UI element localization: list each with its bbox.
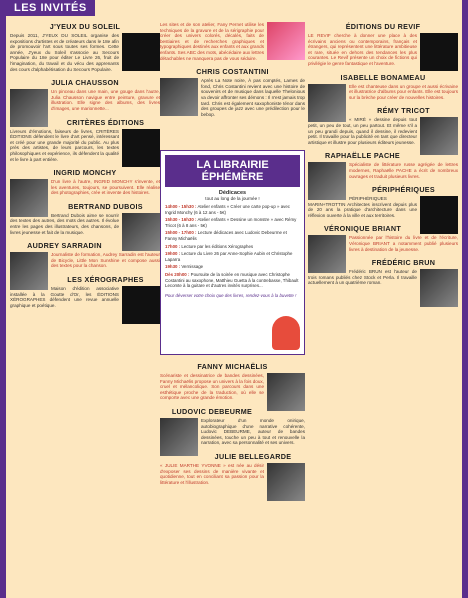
book-cover-image xyxy=(122,129,160,167)
portrait-image xyxy=(267,463,305,501)
guest-name: VÉRONIQUE BRIANT xyxy=(323,224,402,234)
event-title-line1: LA LIBRAIRIE xyxy=(196,159,269,171)
program-text: Poursuite de la soirée en musique avec Christophe Costantini au saxophone, Matthieu Guetta à la contrebasse, Thibault Lecomte à la guitare et d'autres invités surprises... xyxy=(165,271,299,289)
program-list xyxy=(165,204,300,289)
guest-bio: Maison d'édition associative installée à la Goutte d'Or, les ÉDITIONS XÉROGRAPHES défendent une revue annuelle graphique et poétique. xyxy=(10,286,119,308)
dedicaces-heading: Dédicaces xyxy=(218,190,247,196)
guest-name: ISABELLE BONAMEAU xyxy=(340,72,426,82)
program-time: Dès 20h00 : xyxy=(165,271,190,277)
program-text: Lecture dédicaces avec Ludovic Debeurme et Fanny Michaëlis xyxy=(165,230,287,241)
center-column xyxy=(160,22,305,123)
guest-bio: Journaliste de formation, Audrey Sarradin est l'auteur de Bicycle, Little Mon Sunshine et compose aussi des textes pour la chanson. xyxy=(51,252,160,269)
guest-name: CRITÈRES ÉDITIONS xyxy=(66,117,145,127)
program-item xyxy=(165,244,300,250)
guest-name: BERTRAND DUBOIS xyxy=(68,201,143,211)
illustration-image xyxy=(267,22,305,60)
guest-name: FRÉDÉRIC BRUN xyxy=(371,258,436,268)
guest-card xyxy=(308,224,458,252)
guest-name: JULIE BELLEGARDE xyxy=(214,451,292,461)
guest-card xyxy=(10,78,160,111)
guest-name: LES XÉROGRAPHES xyxy=(67,275,144,285)
program-item xyxy=(165,251,300,262)
guest-name: PÉRIPHÉRIQUES xyxy=(371,185,435,195)
guest-card xyxy=(10,241,160,269)
program-time: 15h00 - 17h00 : xyxy=(165,230,197,236)
guest-bio: Livreurs d'émotions, faiseurs de livres, CRITÈRES ÉDITIONS défendent le livre d'art pensé, intéressant et créé pour une grande majorité du public. Au plus près des artistes, de leurs parcours, les textes philosophiques et expérience, ils défendent la qualité et le livre à part entière. xyxy=(10,128,119,162)
book-cover-image xyxy=(420,33,458,71)
program-text: Atelier enfants « Créer une carte pop-up » avec Ingrid Monchy (6 à 12 ans - 5€) xyxy=(165,204,290,215)
guest-card xyxy=(308,22,458,67)
guest-bio: « JULIE MARTHE YVONNE » est née au désir d'exposer ses dessins de manière vivante et quotidienne, tout en conciliant sa passion pour la littérature et l'illustration. xyxy=(160,462,264,485)
guest-name: RAPHAËLLE PACHE xyxy=(324,151,401,161)
guest-card xyxy=(10,202,160,235)
guest-card xyxy=(160,407,305,446)
guest-card xyxy=(10,168,160,196)
left-column xyxy=(10,22,160,324)
program-time: 19h30 : xyxy=(165,264,181,270)
event-title xyxy=(165,155,300,187)
program-text: Atelier enfants « Dessine un monstre » avec Rémy Tricot (6 à 8 ans - 5€) xyxy=(165,217,297,228)
right-column xyxy=(308,22,458,307)
program-time: 19h00 : xyxy=(165,251,181,257)
program-text: Vernissage xyxy=(181,264,204,270)
program-item xyxy=(165,217,300,228)
guest-card xyxy=(10,22,160,72)
guest-name: FANNY MICHAËLIS xyxy=(197,362,268,371)
guest-name: ÉDITIONS DU REVIF xyxy=(345,22,421,31)
guest-bio: « MIRÉ » dessine depuis tout petit, un peu de tout, un peu partout. Et même s'il a un peu grandi depuis, quand il dessine, il redevient petit. Il travaille pour la publicité en tant que directeur artistique et illustre pour plusieurs éditeurs jeunesse. xyxy=(308,117,417,145)
guest-bio: Passionnée par l'histoire du livre et de l'écriture, Véronique BRIANT a notamment publié plusieurs livres à destination de la jeunesse. xyxy=(349,235,458,252)
guest-card xyxy=(160,452,305,485)
guest-name: J'YEUX DU SOLEIL xyxy=(49,22,121,31)
program-time: 17h00 : xyxy=(165,243,181,249)
guest-card xyxy=(10,118,160,163)
guest-bio: Les sites et de son atelier, Fany Pernet utilise les techniques de la gravure et de la sérigraphie pour créer des univers colorés, décalés, faits de bestiaires et de recherches graphiques et typographiques destinés aux enfants et aux grands enfants. Ses ABC des mots, abécédaire aux lettres détachables ne manquera pas de vous séduire. xyxy=(160,22,264,61)
guest-name: RÉMY TRICOT xyxy=(377,106,430,116)
guest-card xyxy=(308,106,458,145)
guest-card xyxy=(308,73,458,101)
guest-card xyxy=(308,185,458,218)
guest-name: AUDREY SARRADIN xyxy=(27,241,102,251)
guest-card xyxy=(160,362,305,401)
program-text: Lecture par les éditions Xérographes xyxy=(181,243,254,249)
guest-bio: Scénariste et dessinatrice de bandes dessinées, Fanny Michaëlis propose un univers à la fois doux, cruel et mélancolique. Son parcours dans une esthétique proche de la traduction, où elle se comporte avec une grande émotion. xyxy=(160,373,264,401)
guest-bio: Frédéric BRUN est l'auteur de trois romans publiés chez Stock et Perla. Il travaille actuellement à un quatrième roman. xyxy=(308,269,417,286)
portrait-image xyxy=(420,269,458,307)
portrait-image xyxy=(160,78,198,116)
program-item xyxy=(165,230,300,241)
guest-card xyxy=(160,67,305,117)
portrait-image xyxy=(160,418,198,456)
guest-card xyxy=(10,275,160,308)
guest-name: JULIA CHAUSSON xyxy=(51,78,119,88)
guest-bio: PÉRIPHÉRIQUES MARIN+TROTTIN Architectes inscrivent depuis plus de 20 ans la pratique d'architecture dans une réflexion ouverte à la ville et aux territoires. xyxy=(308,196,417,218)
guest-bio: Bertrand Dubois aime se nourrir des textes des autres, des mots des autres. Il évolue entre les pages des illustrateurs, des chansons, de livres jeunesse et fait de la musique. xyxy=(10,212,119,235)
buvette-note: Pour déverser votre choix que des livres, rendez-vous à la buvette ! xyxy=(165,292,297,298)
guest-bio: Explorateur d'un monde onirique, autobiographique d'une narrative cohérente, Ludovic DEBEURME, auteur de bandes dessinées, touche un peu à tout et renouvelle la narration, avec sa personnalité et ses univers. xyxy=(201,417,305,446)
guest-bio: Spécialiste de littérature russe agrégée de lettres modernes, Raphaëlle PACHE a écrit de nombreux ouvrages et traduit plusieurs livres. xyxy=(349,162,458,179)
portrait-image xyxy=(267,373,305,411)
guest-card xyxy=(308,151,458,179)
guest-card xyxy=(308,258,458,286)
lamp-illustration xyxy=(272,316,300,350)
guest-bio: Après La Note noire, À pas comptés, Lames de fond, Chris Costantini revient avec une histoire de souvenirs et de musique dans laquelle Thelonious va devoir affronter ses démons : Il n'est jamais trop tard. Chris est également saxophoniste ténor dans des groupes de jazz avec une prédilection pour le bebop. xyxy=(201,78,305,117)
guest-bio: D'un livre à l'autre, INGRID MONCHY s'invente, et les aventures, toujours, se poursuivent. Elle réalise des photographies, crée et invente des histoires. xyxy=(51,179,160,196)
guest-bio: Un pinceau dans une main, une gouge dans l'autre, Julia Chausson navigue entre peinture, gravure et illustration. Elle signe des albums, des livres d'images, une marionnette... xyxy=(51,89,160,111)
portrait-image xyxy=(420,117,458,155)
program-item xyxy=(165,272,300,289)
program-item xyxy=(165,264,300,270)
dedicaces-subheading: tout au long de la journée ! xyxy=(205,196,260,201)
guest-name: INGRID MONCHY xyxy=(53,168,117,178)
program-text: Lecture du Livre 26 par Anne-Sophie Aubin et Christophe Laparra xyxy=(165,251,293,262)
program-time: 14h00 - 15h30 : xyxy=(165,204,197,209)
middle-column xyxy=(160,362,305,501)
guest-bio: Depuis 2011, J'YEUX DU SOLEIL organise des expositions d'artistes et de créateurs dans le 18e afin de promouvoir l'art sous toutes ses formes. Cette année, J'yeux du Soleil s'associe au Secours Populaire du 18e pour éditer Le Livre 26, fruit de l'imagination, du travail et du vécu des apprenants des cours d'alphabétisation du Secours Populaire. xyxy=(10,33,119,72)
event-program-box xyxy=(160,150,305,355)
guest-name: CHRIS COSTANTINI xyxy=(196,67,269,77)
book-cover-image xyxy=(122,286,160,324)
program-time: 15h30 - 16h30 : xyxy=(165,217,197,223)
book-cover-image xyxy=(122,33,160,71)
event-title-line2: ÉPHÉMÈRE xyxy=(201,171,264,183)
guest-bio: Elle est chanteuse dans un groupe et aussi écrivaine et illustratrice d'albums pour enfants. Elle est toujours sur la brèche pour créer de nouvelles histoires. xyxy=(349,83,458,100)
guest-bio: LE REVIF cherche à donner une place à des écrivains anciens ou contemporains, français et étrangers, qui représentent une littérature ambitieuse et rare, située en dehors des tendances les plus courantes. Le Revif présente un choix de fictions qui privilégie le genre fantastique et l'aventure. xyxy=(308,33,417,66)
page-title: LES INVITÉS xyxy=(6,0,95,16)
program-item xyxy=(165,204,300,215)
guest-name: LUDOVIC DEBEURME xyxy=(171,406,253,416)
guest-card xyxy=(160,22,305,61)
